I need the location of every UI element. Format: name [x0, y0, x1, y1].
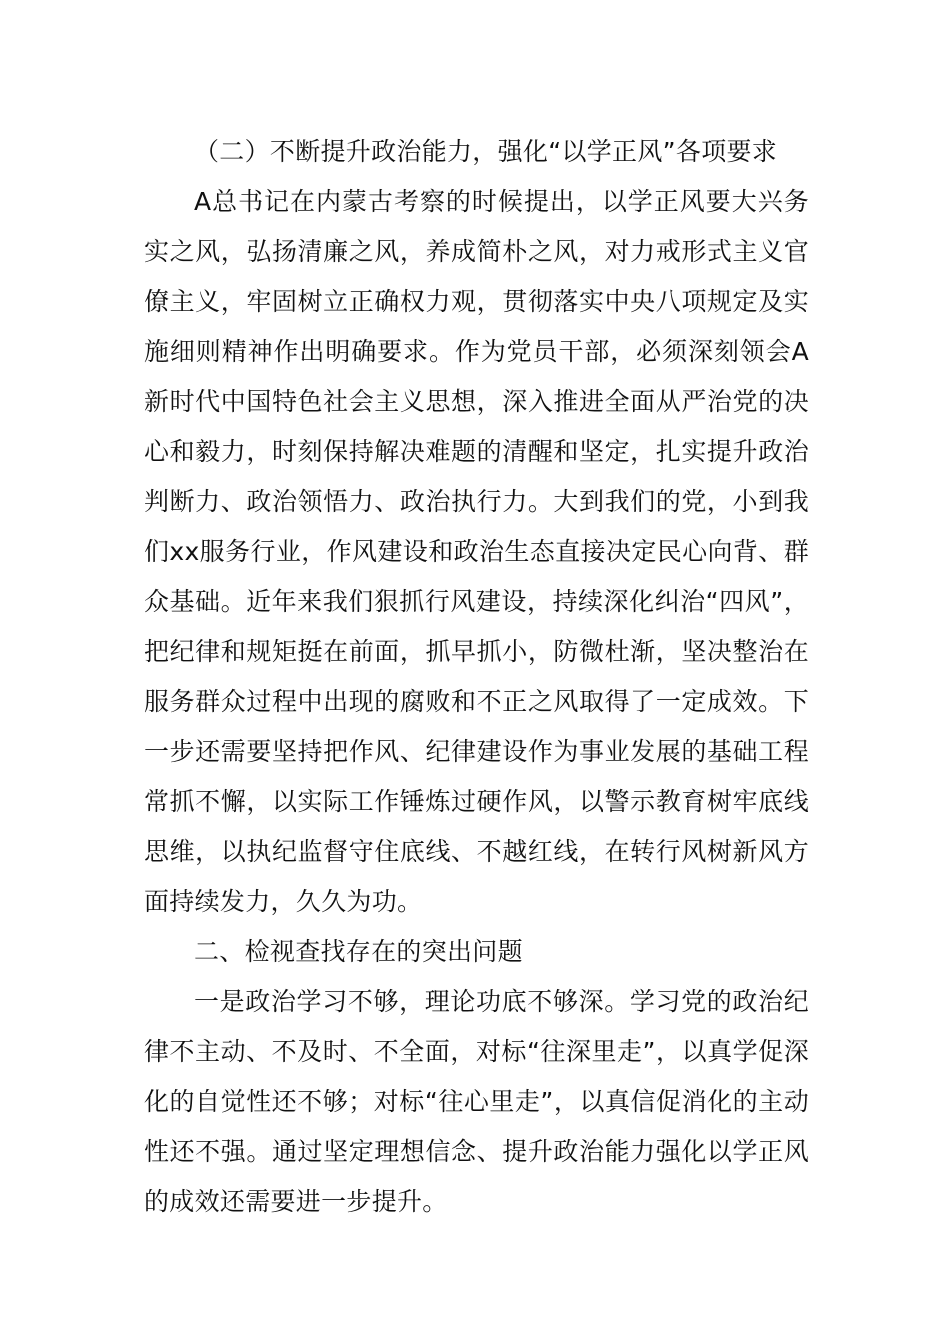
body-paragraph: A总书记在内蒙古考察的时候提出，以学正风要大兴务实之风，弘扬清廉之风，养成简朴之风，对力戒形式主义官僚主义，牢固树立正确权力观，贯彻落实中央八项规定及实施细则精神作出明确要求。作为党员干部，必须深刻领会A新时代中国特色社会主义思想，深入推进全面从严治党的决心和毅力，时刻保持解决难题的清醒和坚定，扎实提升政治判断力、政治领悟力、政治执行力。大到我们的党，小到我们xx服务行业，作风建设和政治生态直接决定民心向背、群众基础。近年来我们狠抓行风建设，持续深化纠治“四风”，把纪律和规矩挺在前面，抓早抓小，防微杜渐，坚决整治在服务群众过程中出现的腐败和不正之风取得了一定成效。下一步还需要坚持把作风、纪律建设作为事业发展的基础工程常抓不懈，以实际工作锤炼过硬作风，以警示教育树牢底线思维，以执纪监督守住底线、不越红线，在转行风树新风方面持续发力，久久为功。: [144, 187, 809, 916]
body-paragraph-problem-1: 一是政治学习不够，理论功底不够深。学习党的政治纪律不主动、不及时、不全面，对标“往深里走”，以真学促深化的自觉性还不够；对标“往心里走”，以真信促消化的主动性还不强。通过坚定理想信念、提升政治能力强化以学正风的成效还需要进一步提升。: [144, 987, 809, 1216]
section-heading-problems: 二、检视查找存在的突出问题: [194, 937, 523, 966]
document-body: [144, 127, 809, 1227]
section-heading-2: （二）不断提升政治能力，强化“以学正风”各项要求: [194, 137, 778, 166]
